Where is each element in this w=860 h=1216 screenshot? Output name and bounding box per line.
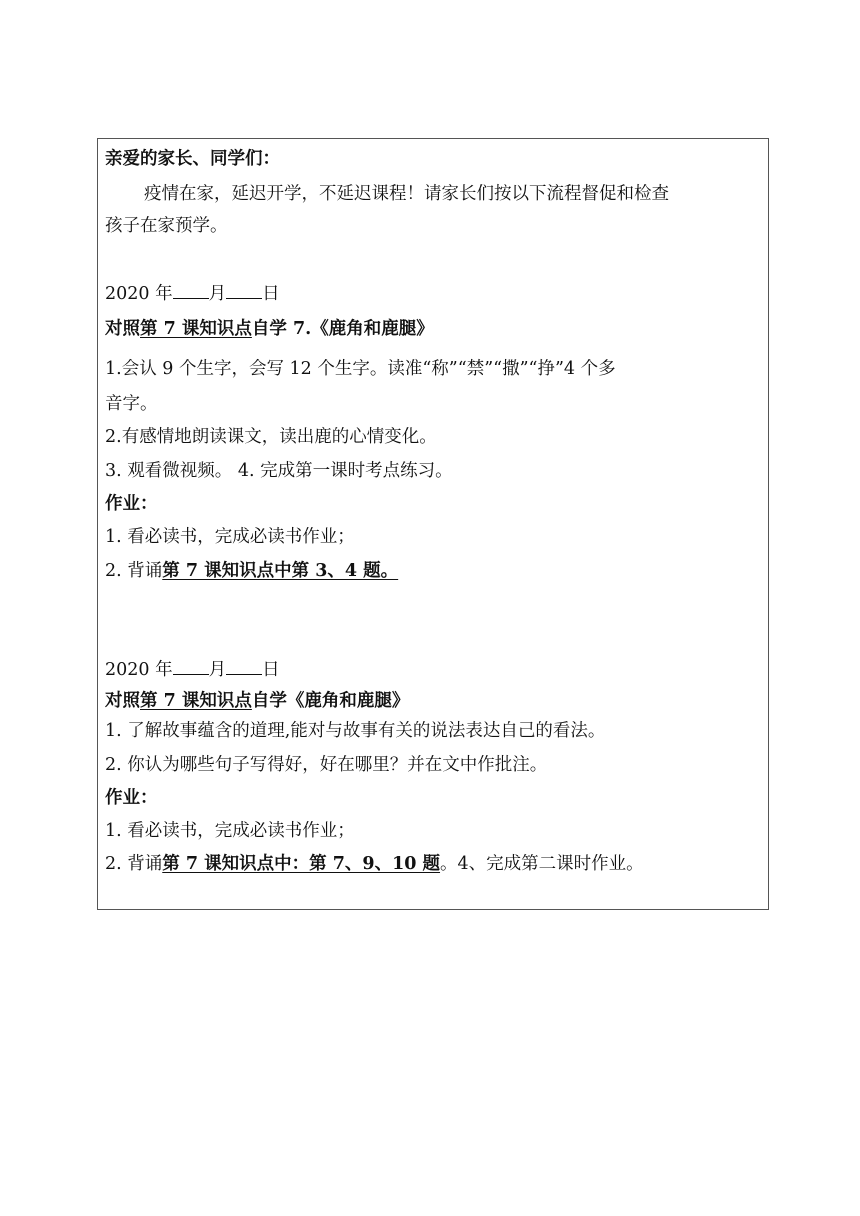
task-item: 1.会认 9 个生字，会写 12 个生字。读准“称”“禁”“撒”“挣”4 个多 [105, 359, 616, 379]
homework-item [105, 853, 644, 875]
date-year: 2020 年 [105, 660, 173, 680]
content-box [97, 138, 769, 910]
homework-item: 1. 看必读书，完成必读书作业； [105, 821, 355, 841]
homework-link[interactable]: 第 7 课知识点中：第 7、9、10 题 [162, 854, 441, 874]
date-month: 月 [208, 660, 227, 680]
date-day: 日 [262, 660, 280, 680]
task-item: 2.有感情地朗读课文，读出鹿的心情变化。 [105, 427, 437, 447]
task-item: 音字。 [105, 394, 158, 414]
task-item: 1. 了解故事蕴含的道理,能对与故事有关的说法表达自己的看法。 [105, 721, 606, 741]
month-blank[interactable] [173, 282, 209, 299]
topic-suffix: 自学《鹿角和鹿腿》 [251, 691, 410, 711]
homework-prefix: 2. 背诵 [105, 854, 163, 874]
date-line-2 [105, 658, 280, 681]
date-day: 日 [262, 284, 280, 304]
knowledge-link[interactable]: 第 7 课知识点 [140, 691, 252, 711]
homework-item: 1. 看必读书，完成必读书作业； [105, 527, 355, 547]
date-line-1 [105, 282, 280, 305]
homework-title-2: 作业： [105, 788, 158, 808]
lesson-topic-2 [105, 690, 409, 712]
day-blank[interactable] [226, 282, 262, 299]
task-item: 2. 你认为哪些句子写得好，好在哪里？并在文中作批注。 [105, 755, 548, 775]
month-blank[interactable] [173, 658, 209, 675]
homework-link[interactable]: 第 7 课知识点中第 3、4 题。 [162, 561, 399, 581]
intro-line-1: 疫情在家，延迟开学，不延迟课程！请家长们按以下流程督促和检查 [144, 184, 669, 204]
topic-prefix: 对照 [105, 691, 140, 711]
date-month: 月 [208, 284, 227, 304]
lesson-topic-1 [105, 318, 434, 340]
homework-item [105, 560, 398, 582]
homework-title-1: 作业： [105, 494, 158, 514]
day-blank[interactable] [226, 658, 262, 675]
homework-prefix: 2. 背诵 [105, 561, 163, 581]
topic-prefix: 对照 [105, 319, 140, 339]
task-item: 3. 观看微视频。 4. 完成第一课时考点练习。 [105, 461, 453, 481]
homework-suffix: 。4、完成第二课时作业。 [440, 854, 644, 874]
date-year: 2020 年 [105, 284, 173, 304]
greeting: 亲爱的家长、同学们： [105, 149, 280, 169]
topic-suffix: 自学 7.《鹿角和鹿腿》 [251, 319, 434, 339]
intro-line-2: 孩子在家预学。 [105, 216, 228, 236]
knowledge-link[interactable]: 第 7 课知识点 [140, 319, 252, 339]
